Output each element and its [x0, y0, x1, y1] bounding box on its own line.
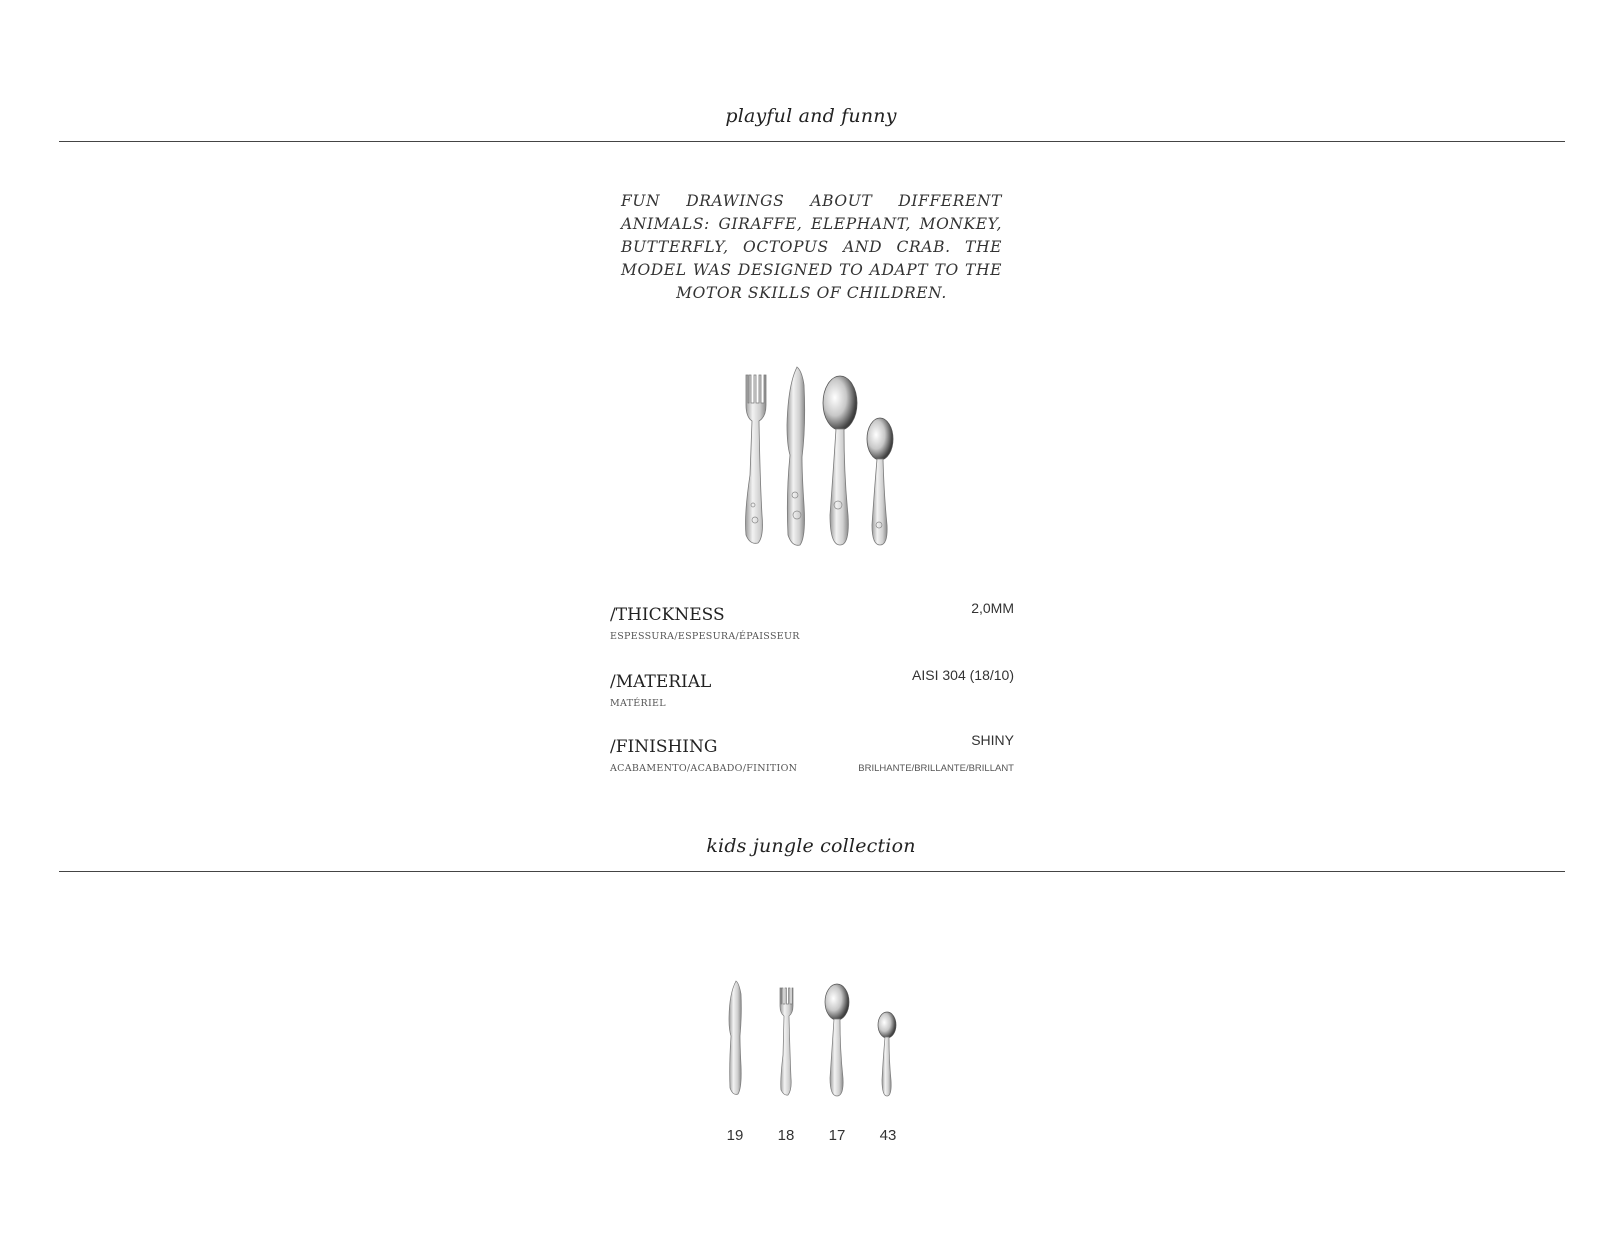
spec-value: 2,0MM [971, 600, 1014, 616]
product-code: 43 [879, 1127, 897, 1144]
spec-sublabel: ESPESSURA/ESPESURA/ÉPAISSEUR [610, 631, 800, 642]
spec-label: /THICKNESS [610, 605, 725, 625]
spec-row-thickness [610, 600, 1014, 655]
spec-subvalue: BRILHANTE/BRILLANTE/BRILLANT [858, 763, 1014, 774]
collection-divider [59, 871, 1565, 872]
product-description: FUN DRAWINGS ABOUT DIFFERENT ANIMALS: GIRAFFE, ELEPHANT, MONKEY, BUTTERFLY, OCTOPUS AND CRAB. THE MODEL WAS DESIGNED TO ADAPT TO THE MOTOR SKILLS OF CHILDREN. [621, 192, 1002, 302]
spec-row-finishing [610, 732, 1014, 787]
spec-value: AISI 304 (18/10) [912, 667, 1014, 683]
spec-sublabel: MATÉRIEL [610, 698, 666, 709]
product-code: 17 [828, 1127, 846, 1144]
product-code: 18 [777, 1127, 795, 1144]
spec-value: SHINY [971, 732, 1014, 748]
teaspoon-icon [878, 1012, 896, 1096]
spoon-icon [823, 376, 857, 545]
spec-label: /MATERIAL [610, 672, 712, 692]
teaspoon-icon [867, 418, 893, 545]
top-divider [59, 141, 1565, 142]
knife-icon [787, 367, 805, 545]
section-title-collection: kids jungle collection [706, 835, 916, 857]
spoon-icon [825, 984, 849, 1096]
section-title-top: playful and funny [725, 105, 897, 127]
product-code: 19 [726, 1127, 744, 1144]
spec-sublabel: ACABAMENTO/ACABADO/FINITION [610, 763, 798, 774]
spec-row-material [610, 667, 1014, 722]
cutlery-set-image [730, 365, 900, 550]
collection-image [720, 980, 910, 1100]
knife-icon [729, 981, 741, 1094]
spec-label: /FINISHING [610, 737, 718, 757]
fork-icon [746, 375, 767, 543]
fork-icon [780, 988, 793, 1095]
